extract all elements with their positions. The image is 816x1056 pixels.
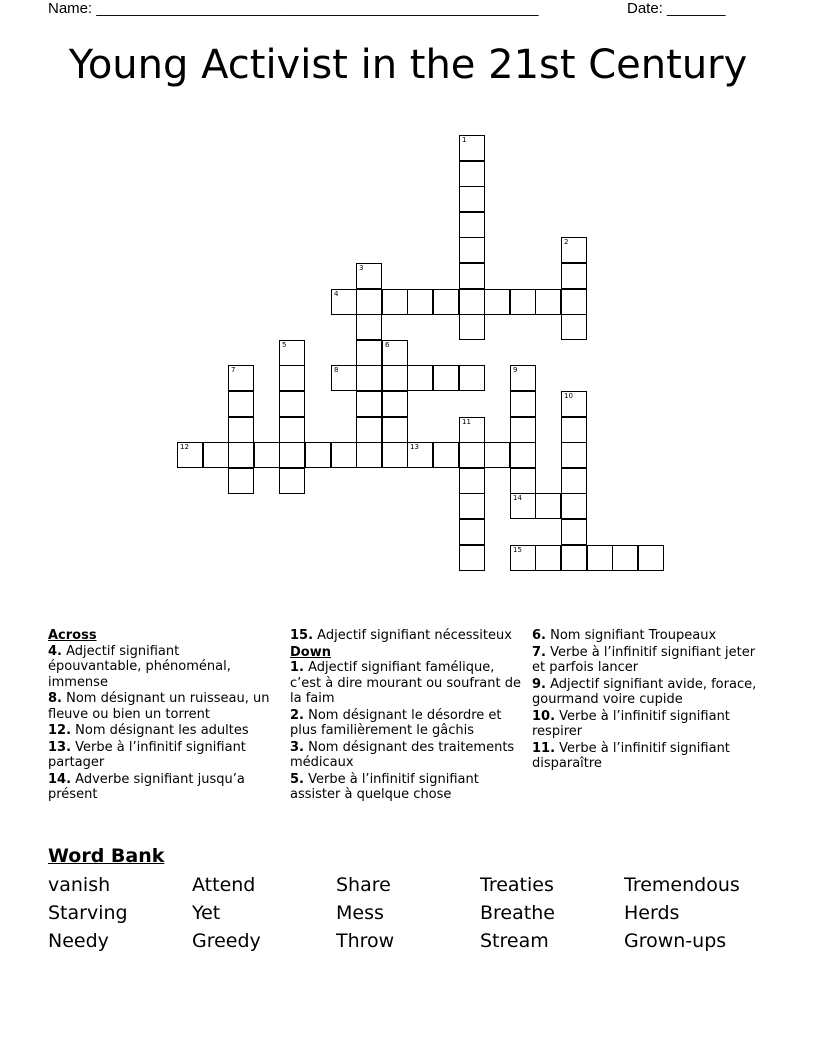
clue-number: 8. [48, 691, 62, 706]
crossword-cell[interactable] [228, 391, 254, 417]
clue-number: 3. [290, 739, 304, 755]
crossword-cell[interactable] [407, 442, 433, 468]
crossword-cell[interactable] [228, 468, 254, 494]
clue-text: Nom désignant les adultes [71, 723, 249, 738]
crossword-cell[interactable] [459, 212, 485, 238]
crossword-cell[interactable] [228, 417, 254, 443]
cell-number: 10 [564, 392, 573, 400]
crossword-cell[interactable] [561, 391, 587, 417]
crossword-cell[interactable] [535, 289, 561, 315]
cell-number: 3 [359, 264, 364, 272]
down-clue-9 [532, 677, 768, 708]
crossword-cell[interactable] [382, 365, 408, 391]
word-bank-item: Needy [48, 930, 109, 952]
crossword-cell[interactable] [510, 365, 536, 391]
crossword-cell[interactable] [459, 442, 485, 468]
clue-number: 6. [532, 628, 546, 643]
crossword-cell[interactable] [561, 314, 587, 340]
clue-text: Verbe à l’infinitif signifiant respirer [532, 708, 730, 739]
clue-number: 1. [290, 660, 304, 675]
clue-number: 15. [290, 628, 314, 643]
crossword-cell[interactable] [535, 545, 561, 571]
crossword-cell[interactable] [331, 289, 357, 315]
clue-text: Nom signifiant Troupeaux [545, 628, 717, 643]
word-bank-item: Breathe [480, 902, 555, 924]
down-clue-11 [532, 741, 768, 772]
crossword-cell[interactable] [561, 237, 587, 263]
across-clue-8 [48, 691, 276, 722]
crossword-cell[interactable] [433, 365, 459, 391]
word-bank-item: Greedy [192, 930, 261, 952]
cell-number: 1 [462, 136, 467, 144]
clues-column-1 [48, 628, 276, 804]
cell-number: 12 [180, 443, 189, 451]
date-line: Date: _______ [627, 0, 726, 17]
crossword-cell[interactable] [561, 493, 587, 519]
crossword-cell[interactable] [459, 314, 485, 340]
crossword-cell[interactable] [484, 442, 510, 468]
word-bank-title: Word Bank [48, 845, 165, 867]
crossword-cell[interactable] [510, 545, 536, 571]
crossword-cell[interactable] [305, 442, 331, 468]
crossword-cell[interactable] [177, 442, 203, 468]
clue-number: 5. [290, 771, 304, 787]
cell-number: 2 [564, 238, 569, 246]
word-bank-item: Tremendous [624, 874, 740, 896]
crossword-cell[interactable] [638, 545, 664, 571]
crossword-cell[interactable] [459, 468, 485, 494]
clue-text: Nom désignant le désordre et plus familièrement le gâchis [290, 707, 502, 738]
crossword-cell[interactable] [356, 263, 382, 289]
clue-number: 7. [532, 644, 546, 660]
clue-number: 9. [532, 676, 546, 692]
cell-number: 4 [334, 290, 339, 298]
clue-text: Adjectif signifiant avide, forace, gourmand voire cupide [532, 676, 757, 707]
down-clue-3 [290, 740, 524, 771]
crossword-cell[interactable] [612, 545, 638, 571]
clue-number: 14. [48, 771, 72, 787]
crossword-cell[interactable] [561, 545, 587, 571]
crossword-cell[interactable] [279, 340, 305, 366]
down-heading: Down [290, 644, 331, 660]
crossword-cell[interactable] [407, 289, 433, 315]
clue-number: 10. [532, 708, 556, 724]
crossword-cell[interactable] [510, 493, 536, 519]
word-bank-item: Grown-ups [624, 930, 727, 952]
crossword-cell[interactable] [535, 493, 561, 519]
name-line: Name: _____________________________________________________ [48, 0, 539, 17]
word-bank-item: Share [336, 874, 391, 896]
clue-number: 12. [48, 723, 72, 738]
down-clue-2 [290, 708, 524, 739]
clue-text: Nom désignant des traitements médicaux [290, 739, 515, 770]
down-clue-6 [532, 628, 768, 644]
cell-number: 9 [513, 366, 518, 374]
crossword-cell[interactable] [561, 417, 587, 443]
crossword-cell[interactable] [459, 161, 485, 187]
crossword-cell[interactable] [356, 442, 382, 468]
word-bank-item: Mess [336, 902, 384, 924]
cell-number: 13 [410, 443, 419, 451]
crossword-cell[interactable] [561, 468, 587, 494]
crossword-cell[interactable] [279, 468, 305, 494]
cell-number: 7 [231, 366, 236, 374]
crossword-cell[interactable] [356, 417, 382, 443]
crossword-cell[interactable] [587, 545, 613, 571]
down-clue-1 [290, 660, 524, 707]
crossword-cell[interactable] [459, 493, 485, 519]
crossword-cell[interactable] [228, 365, 254, 391]
word-bank-item: Yet [192, 902, 221, 924]
crossword-cell[interactable] [510, 417, 536, 443]
across-clue-13 [48, 740, 276, 771]
crossword-cell[interactable] [561, 442, 587, 468]
across-clue-14 [48, 772, 276, 803]
crossword-cell[interactable] [254, 442, 280, 468]
across-clue-4 [48, 644, 276, 691]
word-bank [48, 874, 768, 958]
cell-number: 14 [513, 494, 522, 502]
crossword-cell[interactable] [459, 263, 485, 289]
word-bank-item: Starving [48, 902, 128, 924]
word-bank-item: Attend [192, 874, 256, 896]
crossword-cell[interactable] [459, 289, 485, 315]
clue-text: Verbe à l’infinitif signifiant partager [48, 739, 246, 770]
page-title: Young Activist in the 21st Century [68, 42, 748, 88]
across-heading: Across [48, 628, 97, 643]
clue-text: Verbe à l’infinitif signifiant jeter et parfois lancer [532, 644, 756, 675]
cell-number: 5 [282, 341, 287, 349]
clue-number: 13. [48, 739, 72, 755]
clue-text: Adjectif signifiant épouvantable, phénoménal, immense [48, 643, 231, 690]
clues-column-3 [532, 628, 768, 773]
crossword-cell[interactable] [561, 519, 587, 545]
down-clue-7 [532, 645, 768, 676]
cell-number: 15 [513, 546, 522, 554]
crossword-cell[interactable] [484, 289, 510, 315]
clue-text: Adjectif signifiant nécessiteux [313, 628, 512, 643]
crossword-cell[interactable] [356, 391, 382, 417]
crossword-cell[interactable] [510, 468, 536, 494]
clue-number: 11. [532, 740, 556, 756]
crossword-cell[interactable] [459, 365, 485, 391]
word-bank-item: Throw [336, 930, 395, 952]
crossword-cell[interactable] [407, 365, 433, 391]
word-bank-item: Stream [480, 930, 549, 952]
crossword-cell[interactable] [356, 340, 382, 366]
crossword-cell[interactable] [561, 289, 587, 315]
crossword-cell[interactable] [459, 519, 485, 545]
crossword-cell[interactable] [356, 289, 382, 315]
crossword-cell[interactable] [279, 365, 305, 391]
crossword-cell[interactable] [433, 289, 459, 315]
crossword-cell[interactable] [561, 263, 587, 289]
crossword-cell[interactable] [459, 135, 485, 161]
crossword-cell[interactable] [279, 442, 305, 468]
across-clue-15 [290, 628, 524, 644]
across-clue-12 [48, 723, 276, 739]
crossword-cell[interactable] [331, 442, 357, 468]
crossword-cell[interactable] [228, 442, 254, 468]
crossword-cell[interactable] [510, 442, 536, 468]
word-bank-item: Herds [624, 902, 680, 924]
crossword-cell[interactable] [382, 442, 408, 468]
cell-number: 6 [385, 341, 390, 349]
clue-text: Verbe à l’infinitif signifiant disparaître [532, 740, 730, 771]
down-clue-10 [532, 709, 768, 740]
crossword-cell[interactable] [382, 340, 408, 366]
crossword-cell[interactable] [510, 391, 536, 417]
clues-column-2 [290, 628, 524, 804]
crossword-cell[interactable] [510, 289, 536, 315]
down-clue-5 [290, 772, 524, 803]
crossword-cell[interactable] [356, 314, 382, 340]
crossword-cell[interactable] [459, 417, 485, 443]
crossword-cell[interactable] [203, 442, 229, 468]
crossword-cell[interactable] [433, 442, 459, 468]
word-bank-item: Treaties [480, 874, 554, 896]
crossword-cell[interactable] [279, 417, 305, 443]
clue-text: Verbe à l’infinitif signifiant assister à quelque chose [290, 771, 479, 802]
crossword-cell[interactable] [331, 365, 357, 391]
clue-number: 4. [48, 643, 62, 659]
crossword-cell[interactable] [459, 237, 485, 263]
clue-text: Adverbe signifiant jusqu’a présent [48, 771, 245, 802]
crossword-cell[interactable] [459, 545, 485, 571]
clue-text: Nom désignant un ruisseau, un fleuve ou bien un torrent [48, 691, 270, 722]
crossword-cell[interactable] [356, 365, 382, 391]
crossword-cell[interactable] [382, 391, 408, 417]
clue-number: 2. [290, 707, 304, 723]
crossword-cell[interactable] [459, 186, 485, 212]
cell-number: 11 [462, 418, 471, 426]
crossword-cell[interactable] [382, 417, 408, 443]
clue-text: Adjectif signifiant famélique, c’est à dire mourant ou soufrant de la faim [290, 660, 521, 706]
crossword-cell[interactable] [382, 289, 408, 315]
word-bank-item: vanish [48, 874, 111, 896]
crossword-cell[interactable] [279, 391, 305, 417]
cell-number: 8 [334, 366, 339, 374]
